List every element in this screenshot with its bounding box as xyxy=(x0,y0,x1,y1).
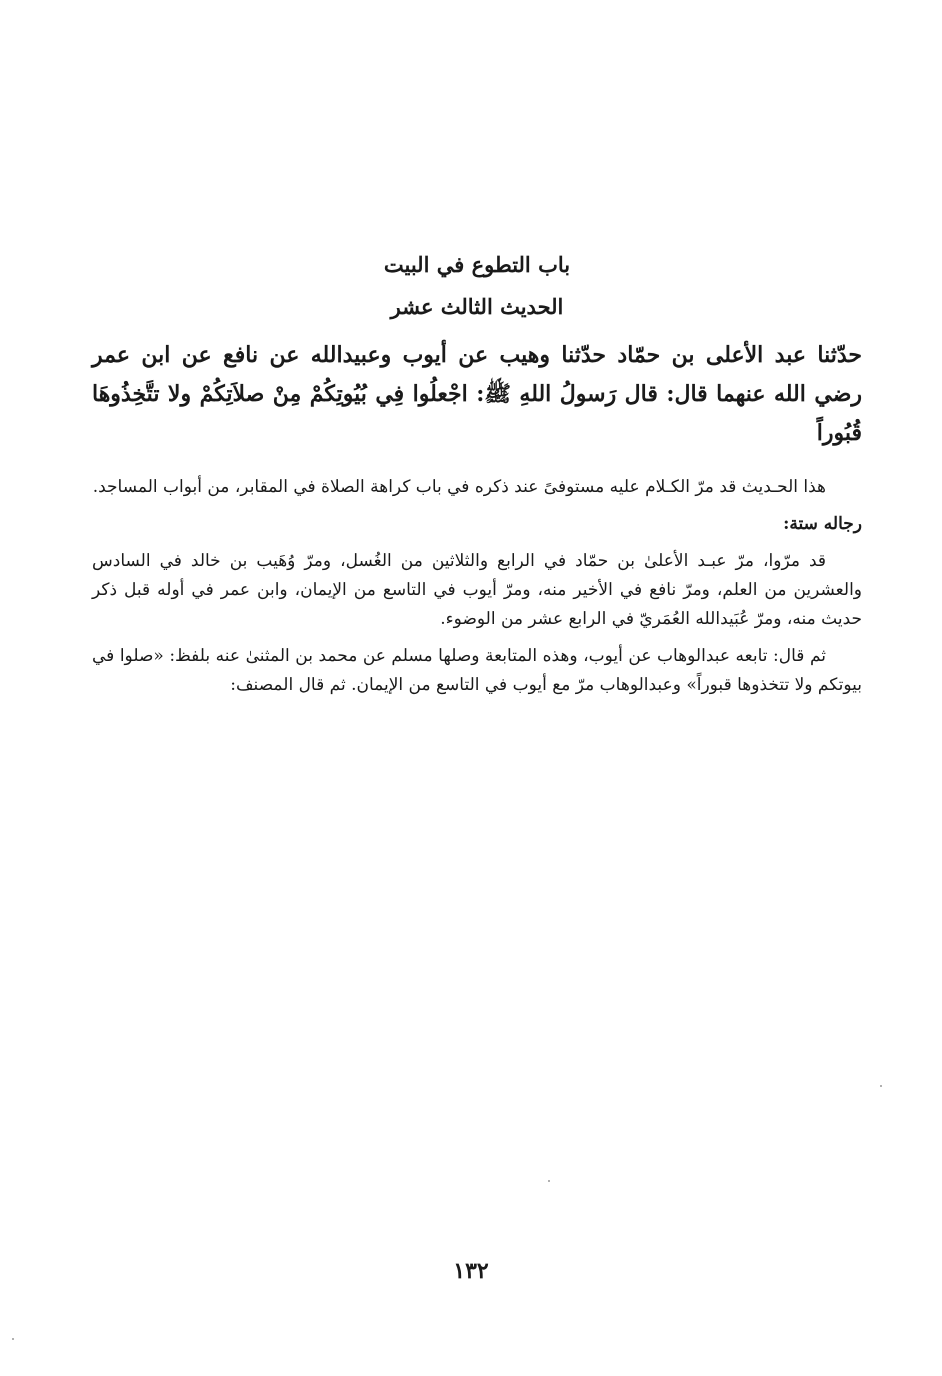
follow-up-paragraph: ثم قال: تابعه عبدالوهاب عن أيوب، وهذه المتابعة وصلها مسلم عن محمد بن المثنىٰ عنه بلفظ: «صلوا في بيوتكم ولا تتخذوها قبوراً» وعبدالوهاب مرّ مع أيوب في التاسع من الإيمان. ثم قال المصنف: xyxy=(92,646,862,695)
page-number: ١٣٢ xyxy=(453,1258,489,1284)
hadith-text: حدّثنا عبد الأعلى بن حمّاد حدّثنا وهيب عن أيوب وعبيدالله عن نافع عن ابن عمر رضي الله عنهما قال: قال رَسولُ اللهِ ﷺ: اجْعلُوا فِي بُيُوتِكُمْ مِنْ صلاَتِكُمْ ولا تتَّخِذُوهَا قُبُوراً xyxy=(92,342,862,446)
scan-speck xyxy=(548,1180,550,1182)
text-body xyxy=(92,250,862,708)
commentary-paragraph: هذا الحـديث قد مرّ الكـلام عليه مستوفىً عند ذكره في باب كراهة الصلاة في المقابر، من أبواب المساجد. xyxy=(92,477,826,497)
chapter-title: باب التطوع في البيت xyxy=(383,252,571,277)
narrators-subheading: رجاله ستة: xyxy=(783,514,862,534)
scan-speck xyxy=(12,1338,14,1340)
scan-speck xyxy=(880,1085,882,1087)
narrators-paragraph: قد مرّوا، مرّ عبـد الأعلىٰ بن حمّاد في الرابع والثلاثين من الغُسل، ومرّ وُهَيب بن خالد في السادس والعشرين من العلم، ومرّ نافع في الأخير منه، ومرّ أيوب في التاسع من الإيمان، وابن عمر في أوله قبل ذكر حديث منه، ومرّ عُبَيدالله العُمَريّ في الرابع عشر من الوضوء. xyxy=(92,551,862,629)
hadith-number: الحديث الثالث عشر xyxy=(390,294,564,319)
